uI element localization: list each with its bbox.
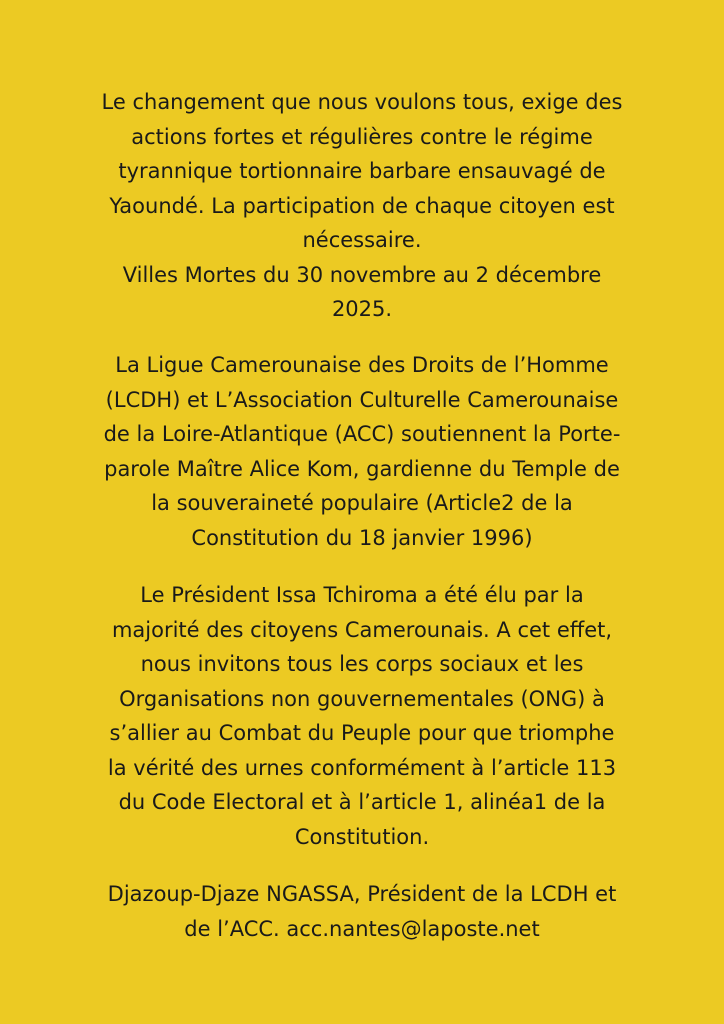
text-line: la vérité des urnes conformément à l’article 113	[107, 755, 617, 780]
text-line: la souveraineté populaire (Article2 de la	[151, 491, 573, 515]
text-line: Villes Mortes du 30 novembre au 2 décembre	[122, 262, 602, 287]
text-line: du Code Electoral et à l’article 1, alinéa1 de la	[118, 790, 606, 814]
text-line: Organisations non gouvernementales (ONG) à	[119, 686, 605, 711]
text-line: Constitution.	[294, 824, 430, 849]
text-line: actions fortes et régulières contre le régime	[131, 124, 593, 149]
text-line: 2025.	[331, 297, 393, 321]
text-line: de l’ACC. acc.nantes@laposte.net	[184, 916, 540, 941]
text-line: nous invitons tous les corps sociaux et les	[140, 652, 584, 676]
text-line: tyrannique tortionnaire barbare ensauvagé de	[118, 159, 606, 183]
text-line: Djazoup-Djaze NGASSA, Président de la LCDH et	[107, 882, 617, 906]
text-line: Constitution du 18 janvier 1996)	[191, 525, 533, 550]
text-line: (LCDH) et L’Association Culturelle Camerounaise	[105, 387, 619, 412]
text-line: s’allier au Combat du Peuple pour que triomphe	[109, 721, 615, 745]
paragraph-support-statement	[62, 348, 662, 555]
text-line: La Ligue Camerounaise des Droits de l’Homme	[115, 353, 609, 377]
paragraph-signature	[62, 877, 662, 946]
text-line: Le Président Issa Tchiroma a été élu par la	[140, 583, 584, 607]
paragraph-call-to-action	[62, 85, 662, 327]
paragraph-election-statement	[62, 578, 662, 854]
text-line: Yaoundé. La participation de chaque citoyen est	[109, 193, 615, 218]
text-line: majorité des citoyens Camerounais. A cet effet,	[111, 617, 613, 642]
text-line: de la Loire-Atlantique (ACC) soutiennent la Porte-	[103, 422, 621, 446]
text-line: Le changement que nous voulons tous, exige des	[101, 90, 623, 114]
text-line: parole Maître Alice Kom, gardienne du Temple de	[104, 456, 620, 481]
text-line: nécessaire.	[302, 228, 422, 252]
